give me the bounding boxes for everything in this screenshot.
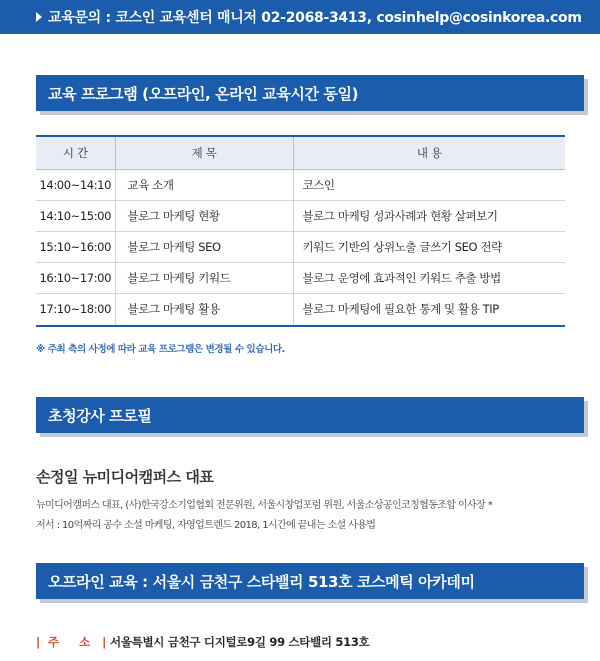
offline-section-header — [36, 563, 584, 599]
column-header-time: 시 간 — [36, 136, 115, 169]
row-content: 블로그 운영에 효과적인 키워드 추출 방법 — [293, 262, 565, 293]
schedule-change-note: ※ 주최 측의 사정에 따라 교육 프로그램은 변경될 수 있습니다. — [36, 344, 285, 355]
offline-section-title: 오프라인 교육 : 서울시 금천구 스타밸리 513호 코스메틱 아카데미 — [48, 572, 475, 591]
row-time: 16:10~17:00 — [36, 262, 115, 293]
row-title: 블로그 마케팅 SEO — [115, 231, 293, 262]
speaker-name: 손정일 뉴미디어캠퍼스 대표 — [36, 468, 214, 486]
contact-text: 교육문의 : 코스인 교육센터 매니저 02-2068-3413, cosinhelp@cosinkorea.com — [48, 10, 582, 26]
program-schedule-table — [36, 135, 565, 327]
row-title: 블로그 마케팅 현황 — [115, 200, 293, 231]
row-content: 코스인 — [293, 169, 565, 200]
table-row — [36, 200, 565, 231]
bar-divider-icon: | — [36, 635, 40, 649]
row-content: 블로그 마케팅 성과사례과 현황 살펴보기 — [293, 200, 565, 231]
speaker-section-header — [36, 397, 584, 433]
address-value: 서울특별시 금천구 디지털로9길 99 스타밸리 513호 — [110, 635, 370, 649]
speaker-bio-line: 뉴미디어캠퍼스 대표, (사)한국강소기업협회 전문위원, 서울시창업포럼 위원, 서울소상공인코칭협동조합 이사장 * — [36, 500, 493, 511]
column-header-content: 내 용 — [293, 136, 565, 169]
table-row — [36, 231, 565, 262]
speaker-bio-line: 저서 : 10억짜리 공수 소셜 마케팅, 자영업트렌드 2018, 1시간에 끝내는 소셜 사용법 — [36, 520, 376, 531]
row-content: 블로그 마케팅에 필요한 통계 및 활용 TIP — [293, 293, 565, 326]
program-section-title: 교육 프로그램 (오프라인, 온라인 교육시간 동일) — [48, 84, 359, 103]
table-row — [36, 262, 565, 293]
table-header-row — [36, 136, 565, 169]
row-time: 14:10~15:00 — [36, 200, 115, 231]
table-row — [36, 293, 565, 326]
row-time: 17:10~18:00 — [36, 293, 115, 326]
speaker-section-title: 초청강사 프로필 — [48, 406, 152, 425]
speaker-bio — [36, 496, 584, 536]
row-title: 블로그 마케팅 활용 — [115, 293, 293, 326]
triangle-bullet-icon — [36, 12, 42, 22]
table-row — [36, 169, 565, 200]
bar-divider-icon: | — [102, 635, 107, 649]
row-time: 15:10~16:00 — [36, 231, 115, 262]
column-header-title: 제 목 — [115, 136, 293, 169]
row-content: 키워드 기반의 상위노출 글쓰기 SEO 전략 — [293, 231, 565, 262]
address-row — [36, 634, 369, 650]
row-time: 14:00~14:10 — [36, 169, 115, 200]
address-label: 주 소 — [47, 635, 99, 649]
row-title: 교육 소개 — [115, 169, 293, 200]
contact-bar — [0, 0, 600, 34]
program-section-header — [36, 75, 584, 111]
row-title: 블로그 마케팅 키워드 — [115, 262, 293, 293]
